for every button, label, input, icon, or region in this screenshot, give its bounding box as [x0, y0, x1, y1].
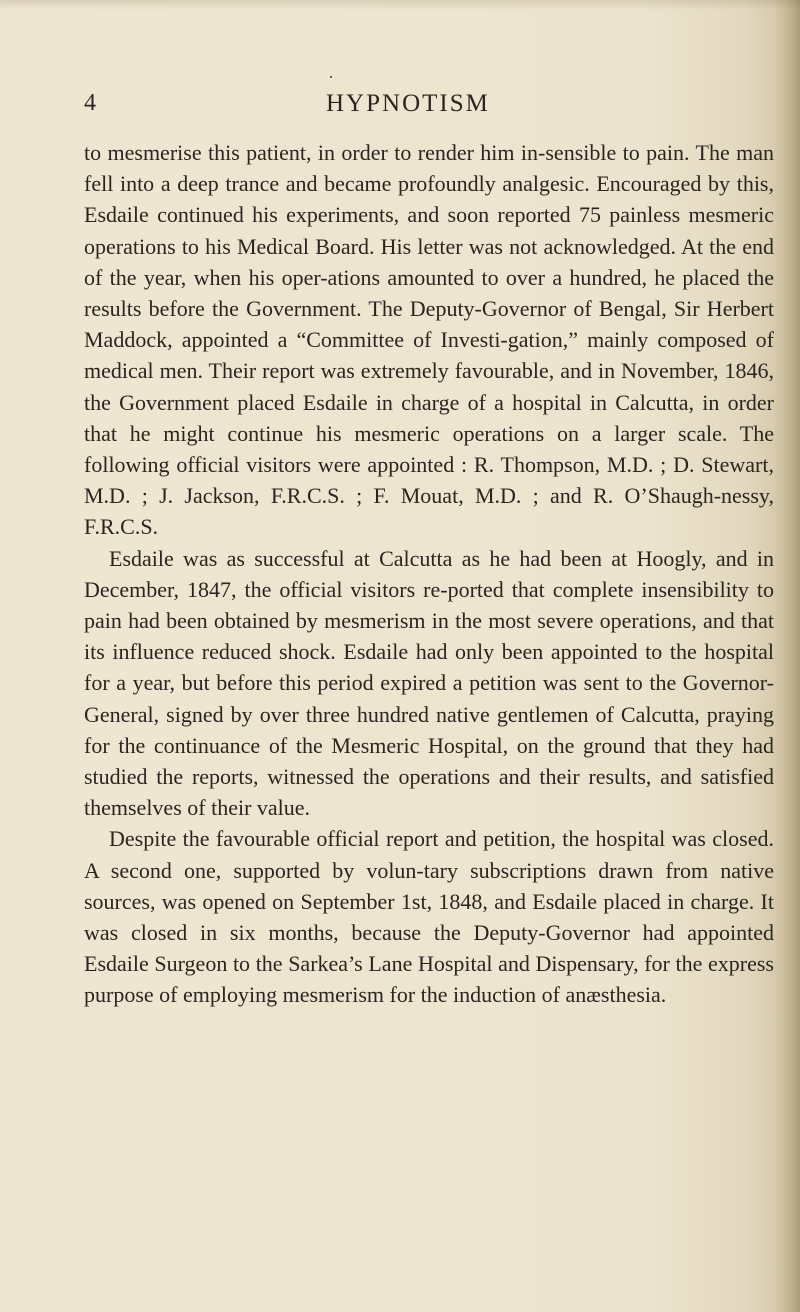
page-number: 4: [84, 90, 97, 116]
running-head: HYPNOTISM: [326, 90, 490, 117]
paragraph-2: Esdaile was as successful at Calcutta as he had been at Hoogly, and in December, 1847, the official visitors re-ported that complete insensibility to pain had been obtained by mesmerism in the most severe operations, and that its influence reduced shock. Esdaile had only been appointed to the hospital for a year, but before this period expired a petition was sent to the Governor-General, signed by over three hundred native gentlemen of Calcutta, praying for the continuance of the Mesmeric Hospital, on the ground that they had studied the reports, witnessed the operations and their results, and satisfied themselves of their value.: [84, 545, 774, 821]
paragraph-1: to mesmerise this patient, in order to render him in-sensible to pain. The man fell into a deep trance and became profoundly analgesic. Encouraged by this, Esdaile continued his experiments, and soon reported 75 painless mesmeric operations to his Medical Board. His letter was not acknowledged. At the end of the year, when his oper-ations amounted to over a hundred, he placed the results before the Government. The Deputy-Governor of Bengal, Sir Herbert Maddock, appointed a “Committee of Investi-gation,” mainly composed of medical men. Their report was extremely favourable, and in November, 1846, the Government placed Esdaile in charge of a hospital in Calcutta, in order that he might continue his mesmeric operations on a larger scale. The following official visitors were appointed : R. Thompson, M.D. ; D. Stewart, M.D. ; J. Jackson, F.R.C.S. ; F. Mouat, M.D. ; and R. O’Shaugh-nessy, F.R.C.S.: [84, 140, 774, 540]
body-text: [84, 137, 774, 1011]
print-speck: ·: [328, 67, 334, 87]
page-header: [84, 90, 704, 122]
paragraph-3: Despite the favourable official report and petition, the hospital was closed. A second one, supported by volun-tary subscriptions drawn from native sources, was opened on September 1st, 1848, and Esdaile placed in charge. It was closed in six months, because the Deputy-Governor had appointed Esdaile Surgeon to the Sarkea’s Lane Hospital and Dispensary, for the express purpose of employing mesmerism for the induction of anæsthesia.: [84, 826, 774, 1008]
page-edge-shadow: [774, 0, 800, 1312]
top-edge-shadow: [0, 0, 800, 10]
